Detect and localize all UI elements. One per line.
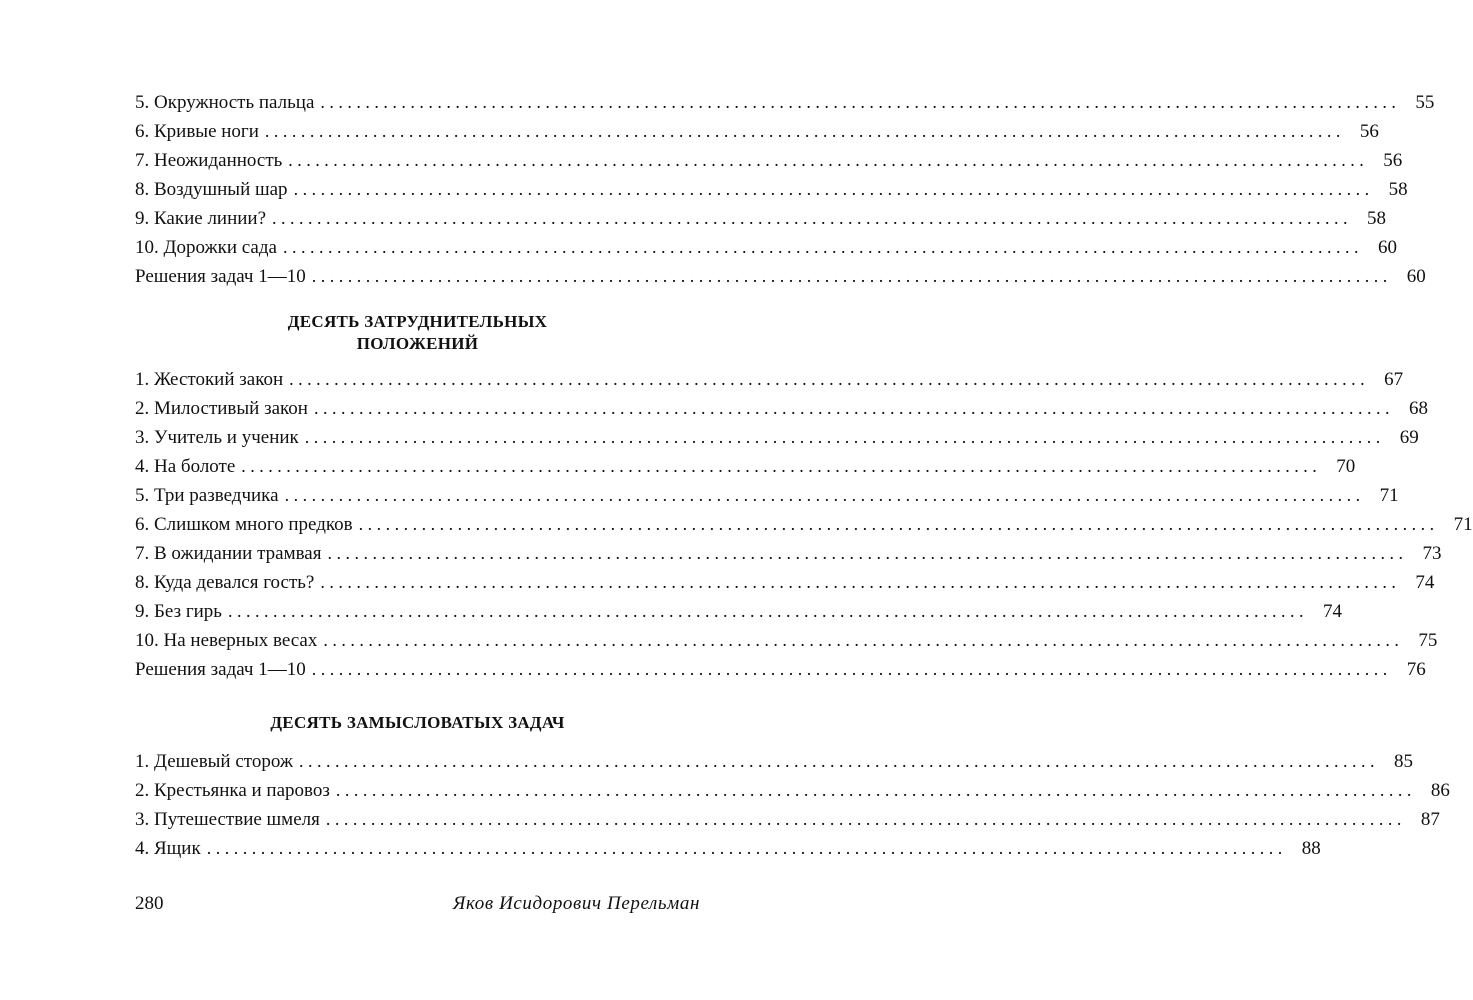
toc-entry-title: 1. Дешевый сторож [135,751,293,772]
toc-entry [135,747,1413,776]
toc-dot-leader: ........................................................................................................................ [313,398,1394,418]
page-number: 280 [135,893,164,914]
toc-entry [135,88,1435,117]
toc-dot-leader: ........................................................................................................................ [335,780,1416,800]
toc-entry [135,655,1426,684]
toc-entry-page: 60 [1406,266,1426,287]
toc-entry-page: 71 [1453,514,1473,535]
toc-entry-title: 10. Дорожки сада [135,237,277,258]
toc-entry-page: 68 [1408,398,1428,419]
toc-entry-page: 56 [1383,150,1403,171]
toc-entry-title: Решения задач 1—10 [135,266,306,287]
toc-entry [135,481,1399,510]
toc-entry-title: 5. Окружность пальца [135,92,315,113]
toc-entry [135,539,1442,568]
toc-dot-leader: ........................................................................................................................ [293,179,1374,199]
toc-entry-title: 2. Милостивый закон [135,398,308,419]
toc-entry-title: 9. Без гирь [135,601,222,622]
section-heading [135,712,700,734]
toc-entry [135,776,1450,805]
toc-dot-leader: ........................................................................................................................ [264,121,1345,141]
section-heading-line: ДЕСЯТЬ ЗАМЫСЛОВАТЫХ ЗАДАЧ [270,713,565,732]
toc-entry [135,423,1419,452]
section-heading-line: ПОЛОЖЕНИЙ [356,334,479,353]
toc-entry-page: 58 [1367,208,1387,229]
toc-dot-leader: ........................................................................................................................ [289,369,1370,389]
toc-entry [135,365,1404,394]
toc-dot-leader: ........................................................................................................................ [311,659,1392,679]
table-of-contents [135,88,1473,863]
toc-entry-title: 7. В ожидании трамвая [135,543,322,564]
toc-entry-title: 8. Воздушный шар [135,179,288,200]
toc-entry-title: 8. Куда девался гость? [135,572,315,593]
toc-dot-leader: ........................................................................................................................ [311,266,1392,286]
toc-dot-leader: ........................................................................................................................ [320,92,1401,112]
toc-entry-title: Решения задач 1—10 [135,659,306,680]
toc-dot-leader: ........................................................................................................................ [325,809,1406,829]
toc-dot-leader: ........................................................................................................................ [288,150,1369,170]
toc-entry-page: 74 [1322,601,1342,622]
toc-entry-page: 60 [1377,237,1397,258]
toc-entry-title: 3. Учитель и ученик [135,427,299,448]
toc-entry [135,452,1356,481]
toc-entry [135,510,1473,539]
toc-entry [135,394,1428,423]
toc-dot-leader: ........................................................................................................................ [304,427,1385,447]
toc-entry [135,834,1321,863]
toc-dot-leader: ........................................................................................................................ [241,456,1322,476]
toc-entry-title: 9. Какие линии? [135,208,267,229]
toc-entry-page: 69 [1399,427,1419,448]
toc-entry [135,626,1438,655]
toc-entry-title: 7. Неожиданность [135,150,283,171]
toc-entry-title: 5. Три разведчика [135,485,279,506]
toc-entry [135,233,1397,262]
page-footer [135,893,700,915]
toc-entry-page: 75 [1418,630,1438,651]
toc-dot-leader: ........................................................................................................................ [323,630,1404,650]
toc-entry-title: 1. Жестокий закон [135,369,284,390]
toc-entry-page: 70 [1336,456,1356,477]
toc-entry-title: 2. Крестьянка и паровоз [135,780,330,801]
toc-entry-title: 4. На болоте [135,456,236,477]
section-heading [135,311,700,355]
toc-dot-leader: ........................................................................................................................ [272,208,1353,228]
toc-dot-leader: ........................................................................................................................ [206,838,1287,858]
toc-dot-leader: ........................................................................................................................ [358,514,1439,534]
toc-entry-page: 73 [1422,543,1442,564]
toc-section-top [135,88,1435,291]
toc-entry [135,805,1440,834]
toc-entry-page: 87 [1420,809,1440,830]
toc-dot-leader: ........................................................................................................................ [282,237,1363,257]
toc-entry [135,146,1403,175]
toc-entry-page: 74 [1415,572,1435,593]
toc-entry-title: 6. Кривые ноги [135,121,259,142]
toc-entry-title: 10. На неверных весах [135,630,318,651]
toc-entry [135,597,1342,626]
toc-entry-page: 85 [1393,751,1413,772]
toc-entry [135,204,1387,233]
toc-entry [135,117,1379,146]
toc-entry-page: 88 [1301,838,1321,859]
toc-entry-page: 55 [1415,92,1435,113]
toc-entry-page: 86 [1430,780,1450,801]
toc-entry [135,175,1408,204]
toc-dot-leader: ........................................................................................................................ [298,751,1379,771]
section-heading-line: ДЕСЯТЬ ЗАТРУДНИТЕЛЬНЫХ [287,312,548,331]
toc-entry-page: 76 [1406,659,1426,680]
toc-entry [135,262,1426,291]
toc-section-two [135,365,1473,684]
toc-entry-title: 6. Слишком много предков [135,514,353,535]
toc-entry-title: 4. Ящик [135,838,201,859]
running-footer-author: Яков Исидорович Перельман [452,893,700,914]
toc-entry-title: 3. Путешествие шмеля [135,809,320,830]
toc-entry [135,568,1435,597]
toc-dot-leader: ........................................................................................................................ [227,601,1308,621]
toc-dot-leader: ........................................................................................................................ [320,572,1401,592]
toc-entry-page: 56 [1359,121,1379,142]
toc-entry-page: 67 [1384,369,1404,390]
toc-entry-page: 58 [1388,179,1408,200]
toc-section-three [135,747,1450,863]
toc-dot-leader: ........................................................................................................................ [284,485,1365,505]
toc-entry-page: 71 [1379,485,1399,506]
toc-dot-leader: ........................................................................................................................ [327,543,1408,563]
